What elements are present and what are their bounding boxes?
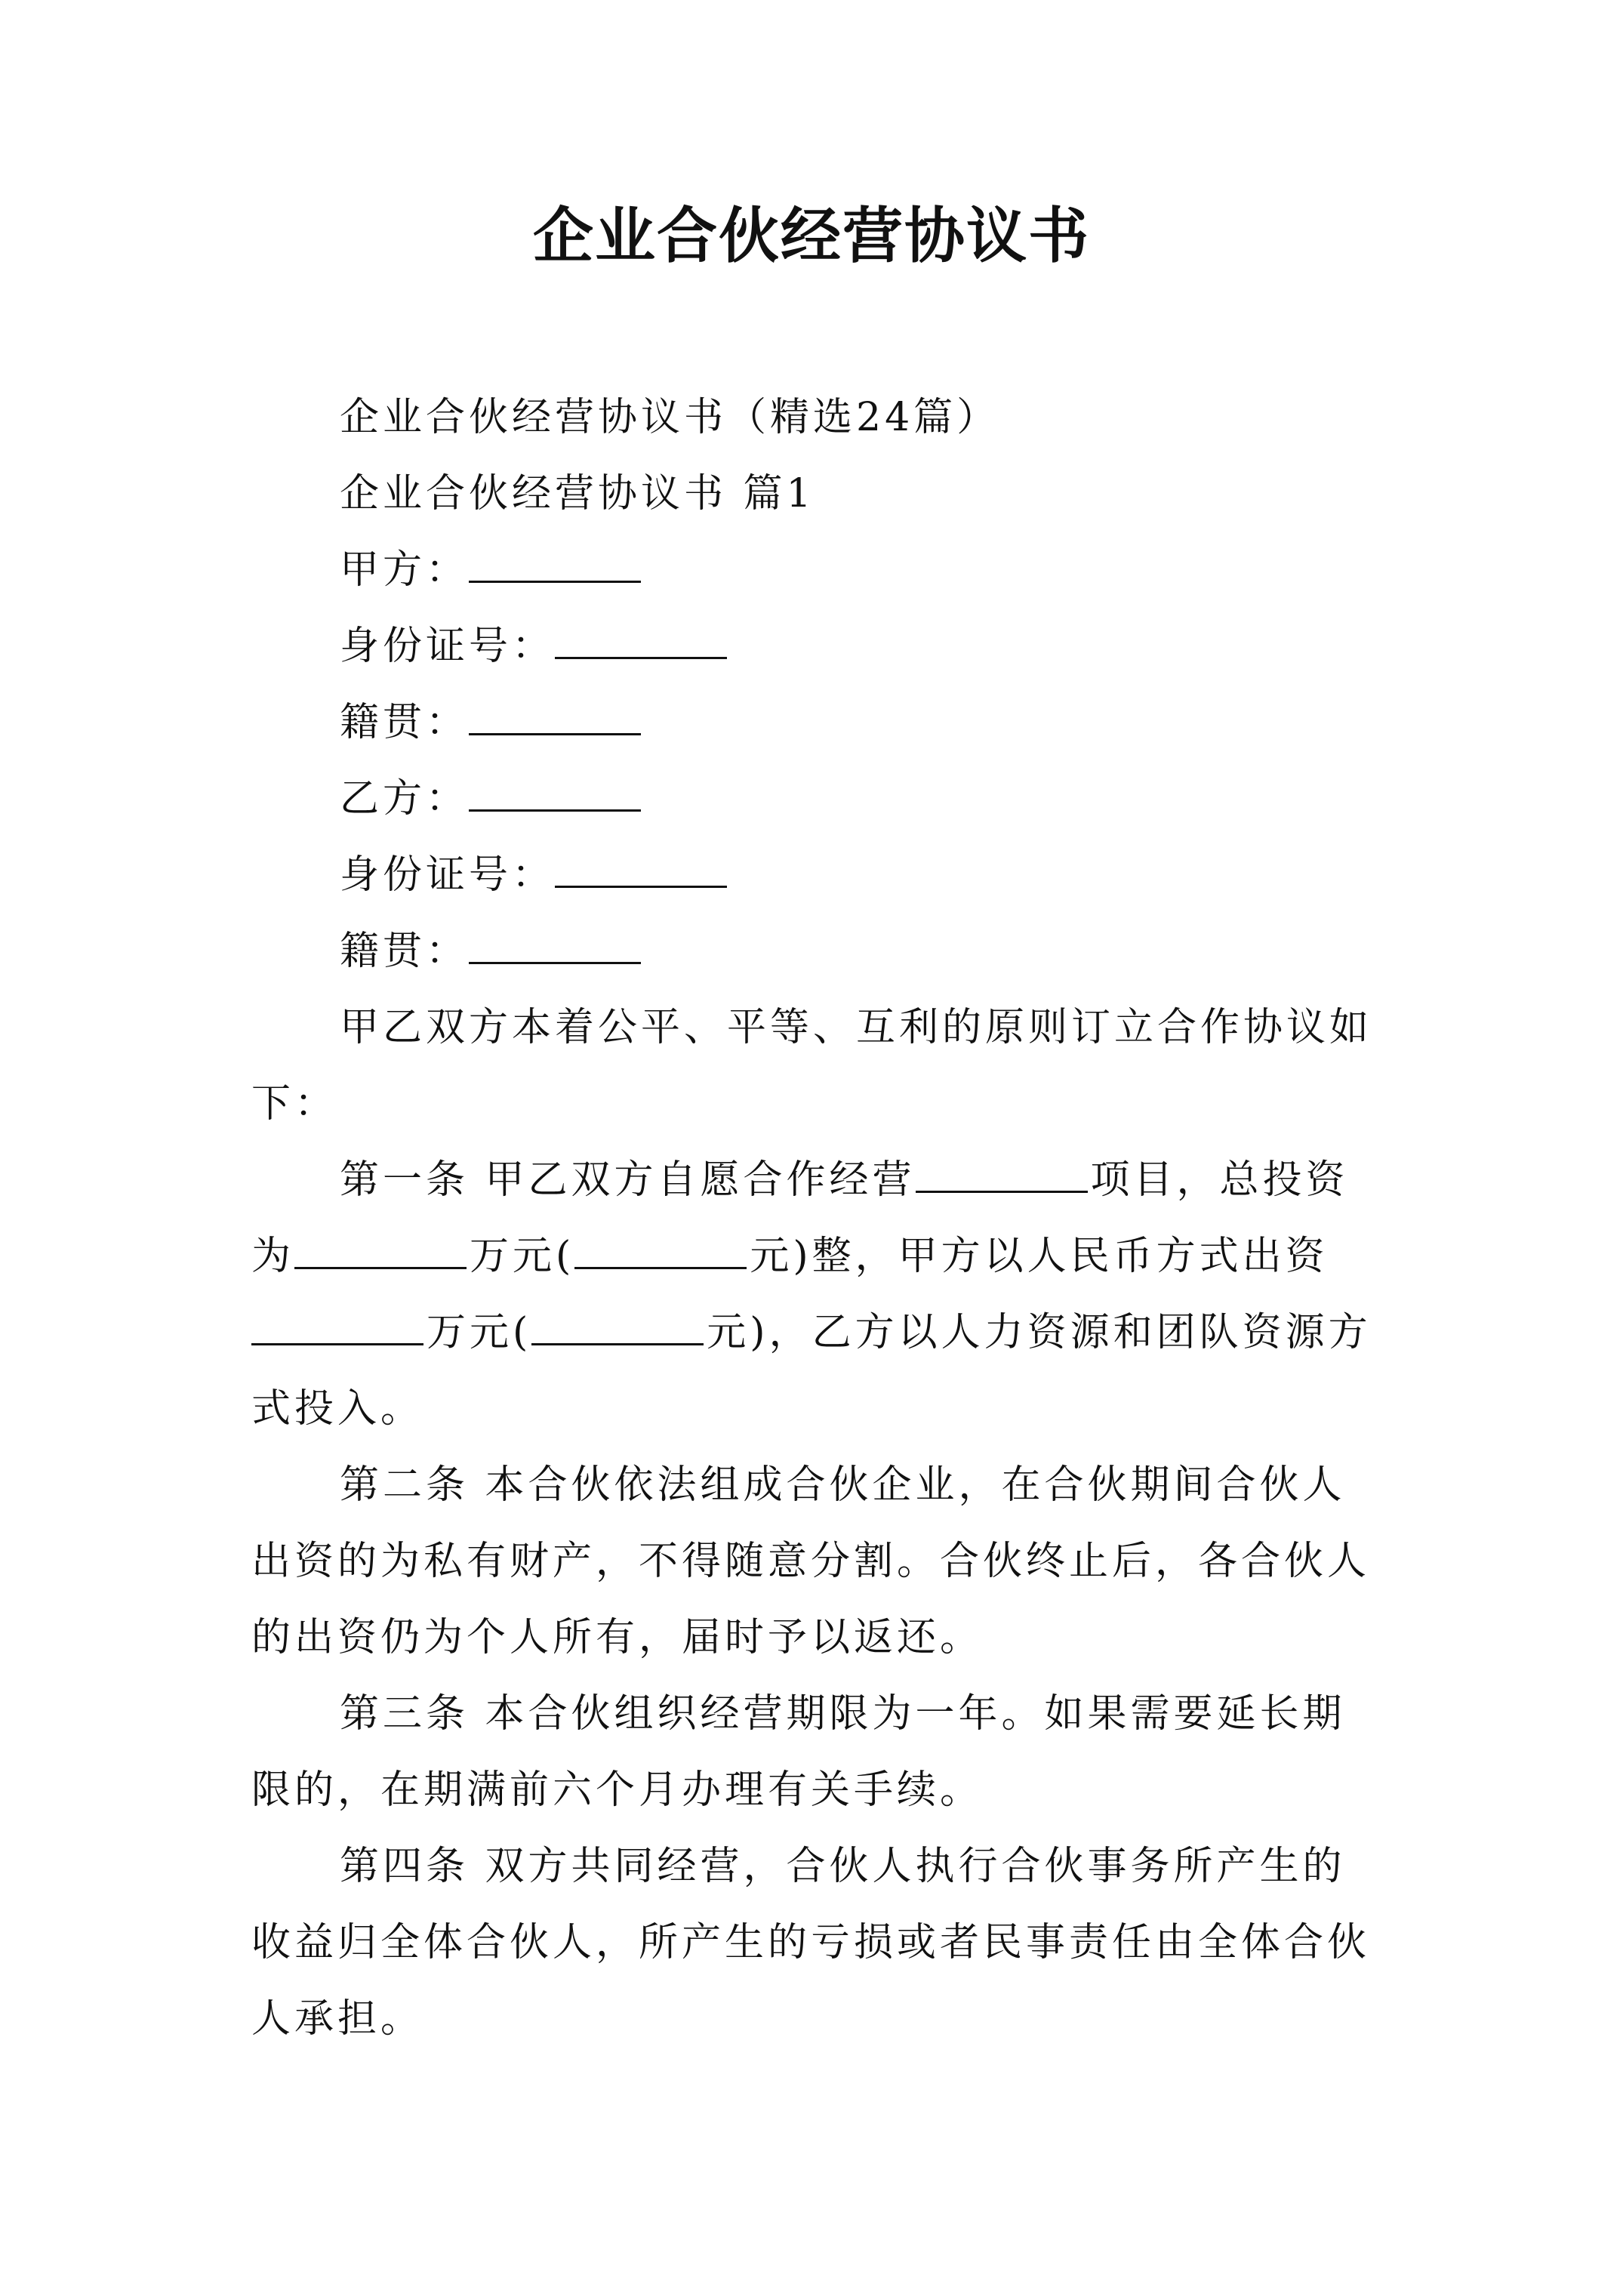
field-label: 籍贯： (340, 929, 470, 974)
article1-text: 项目，总投资 (1090, 1157, 1349, 1203)
article3-line-1: 第三条 本合伙组织经营期限为一年。如果需要延长期 (340, 1691, 1346, 1737)
article1-text: 为 (251, 1234, 295, 1279)
intro-line-2: 下： (251, 1081, 338, 1126)
article4-line-2: 收益归全体合伙人，所产生的亏损或者民事责任由全体合伙 (251, 1920, 1371, 1965)
blank-line (555, 656, 727, 659)
field-native-place-a (251, 685, 1384, 761)
blank-line (574, 1266, 747, 1269)
field-party-a (251, 532, 1384, 609)
field-label: 身份证号： (340, 852, 556, 898)
article4-line-1: 第四条 双方共同经营，合伙人执行合伙事务所产生的 (340, 1844, 1346, 1889)
article2-line-1: 第二条 本合伙依法组成合伙企业，在合伙期间合伙人 (340, 1462, 1346, 1508)
document-title: 企业合伙经营协议书 (533, 200, 1090, 271)
section-heading: 企业合伙经营协议书 篇1 (340, 471, 815, 516)
blank-line (531, 1342, 704, 1345)
blank-line (251, 1342, 423, 1345)
field-label: 甲方： (340, 547, 470, 593)
document-body (251, 380, 1384, 2057)
article1-line-2 (251, 1219, 1384, 1295)
field-label: 身份证号： (340, 624, 556, 669)
article2-line-3: 的出资仍为个人所有，届时予以返还。 (251, 1615, 984, 1660)
article1-text: 元)，乙方以人力资源和团队资源方 (707, 1310, 1372, 1355)
blank-line (469, 809, 641, 812)
article1-line-3 (251, 1295, 1384, 1371)
field-party-b (251, 761, 1384, 837)
field-id-number-b (251, 837, 1384, 914)
intro-line-1: 甲乙双方本着公平、平等、互利的原则订立合作协议如 (340, 1005, 1373, 1050)
article4-line-3: 人承担。 (251, 1996, 424, 2042)
field-native-place-b (251, 914, 1384, 990)
field-label: 籍贯： (340, 700, 470, 745)
subtitle: 企业合伙经营协议书（精选24篇） (340, 395, 1000, 440)
article1-line-1 (251, 1142, 1384, 1219)
blank-line (469, 961, 641, 964)
article1-text: 第一条 甲乙双方自愿合作经营 (340, 1157, 916, 1203)
field-id-number-a (251, 609, 1384, 685)
blank-line (294, 1266, 467, 1269)
article3-line-2: 限的，在期满前六个月办理有关手续。 (251, 1767, 984, 1813)
blank-line (469, 732, 641, 735)
article1-text: 元)整，甲方以人民币方式出资 (750, 1234, 1329, 1279)
article1-text: 万元( (427, 1310, 532, 1355)
article2-line-2: 出资的为私有财产，不得随意分割。合伙终止后，各合伙人 (251, 1539, 1371, 1584)
blank-line (555, 885, 727, 888)
article1-line-4: 式投入。 (251, 1386, 424, 1432)
blank-line (916, 1190, 1088, 1193)
article1-text: 万元( (470, 1234, 575, 1279)
blank-line (469, 580, 641, 583)
field-label: 乙方： (340, 776, 470, 821)
